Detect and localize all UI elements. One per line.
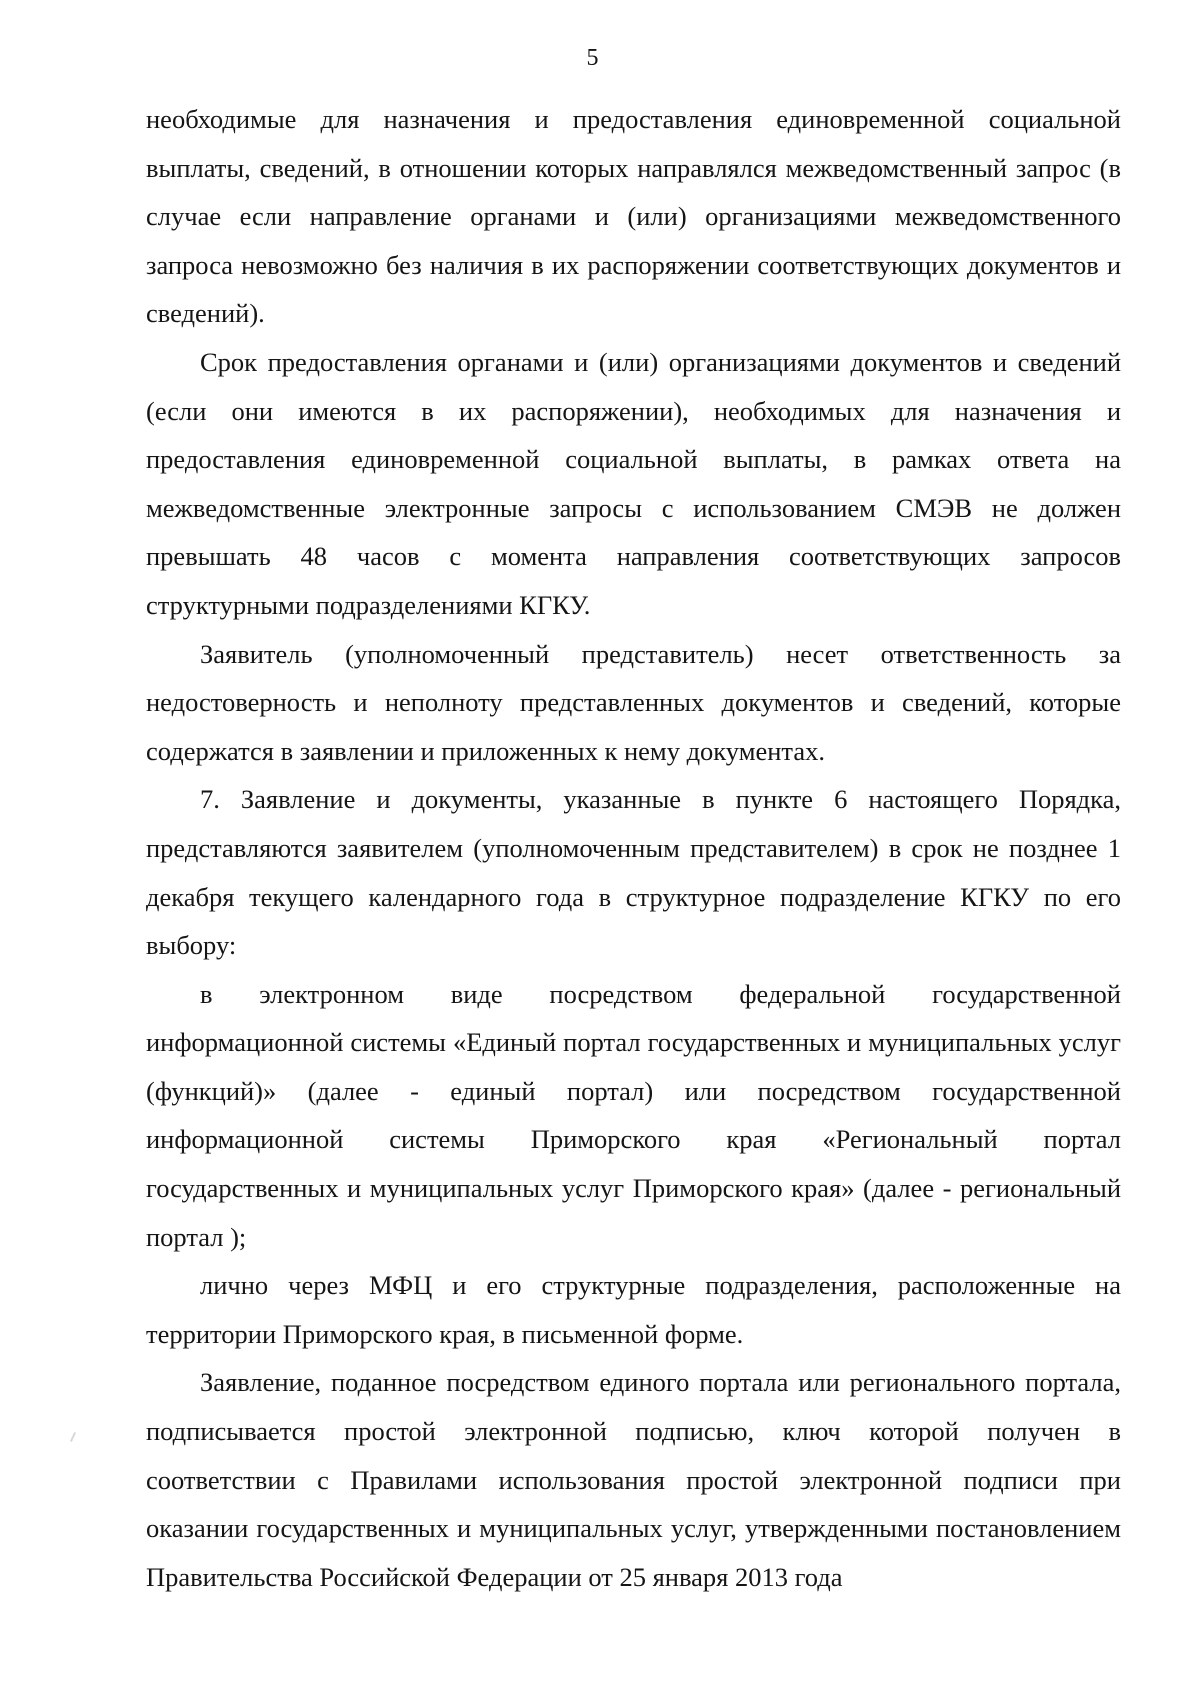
paragraph-item-7: 7. Заявление и документы, указанные в пункте 6 настоящего Порядка, представляются заявителем (уполномоченным представителем) в срок не позднее 1 декабря текущего календарного года в структурное подразделение КГКУ по его выбору:: [146, 784, 1121, 961]
paragraph-response-deadline: Срок предоставления органами и (или) организациями документов и сведений (если они имеются в их распоряжении), необходимых для назначения и предоставления единовременной социальной выплаты, в рамках ответа на межведомственные электронные запросы с использованием СМЭВ не должен превышать 48 часов с момента направления соответствующих запросов структурными подразделениями КГКУ.: [146, 346, 1121, 620]
paragraph-in-person-submission: лично через МФЦ и его структурные подразделения, расположенные на территории Приморского края, в письменной форме.: [146, 1270, 1121, 1349]
document-text: [146, 95, 1121, 1601]
paragraph-electronic-signature: Заявление, поданное посредством единого портала или регионального портала, подписывается простой электронной подписью, ключ которой получен в соответствии с Правилами использования простой электронной подписи при оказании государственных и муниципальных услуг, утвержденными постановлением Правительства Российской Федерации от 25 января 2013 года: [146, 1367, 1121, 1592]
page-number: 5: [586, 45, 599, 71]
paragraph-electronic-submission: в электронном виде посредством федеральной государственной информационной системы «Единый портал государственных и муниципальных услуг (функций)» (далее - единый портал) или посредством государственной информационной системы Приморского края «Региональный портал государственных и муниципальных услуг Приморского края» (далее - региональный портал );: [146, 978, 1121, 1252]
paragraph-applicant-responsibility: Заявитель (уполномоченный представитель) несет ответственность за недостоверность и неполноту представленных документов и сведений, которые содержатся в заявлении и приложенных к нему документах.: [146, 638, 1121, 766]
paragraph-continuation: необходимые для назначения и предоставления единовременной социальной выплаты, сведений, в отношении которых направлялся межведомственный запрос (в случае если направление органами и (или) организациями межведомственного запроса невозможно без наличия в их распоряжении соответствующих документов и сведений).: [146, 104, 1121, 329]
scan-mark: [70, 1432, 76, 1442]
